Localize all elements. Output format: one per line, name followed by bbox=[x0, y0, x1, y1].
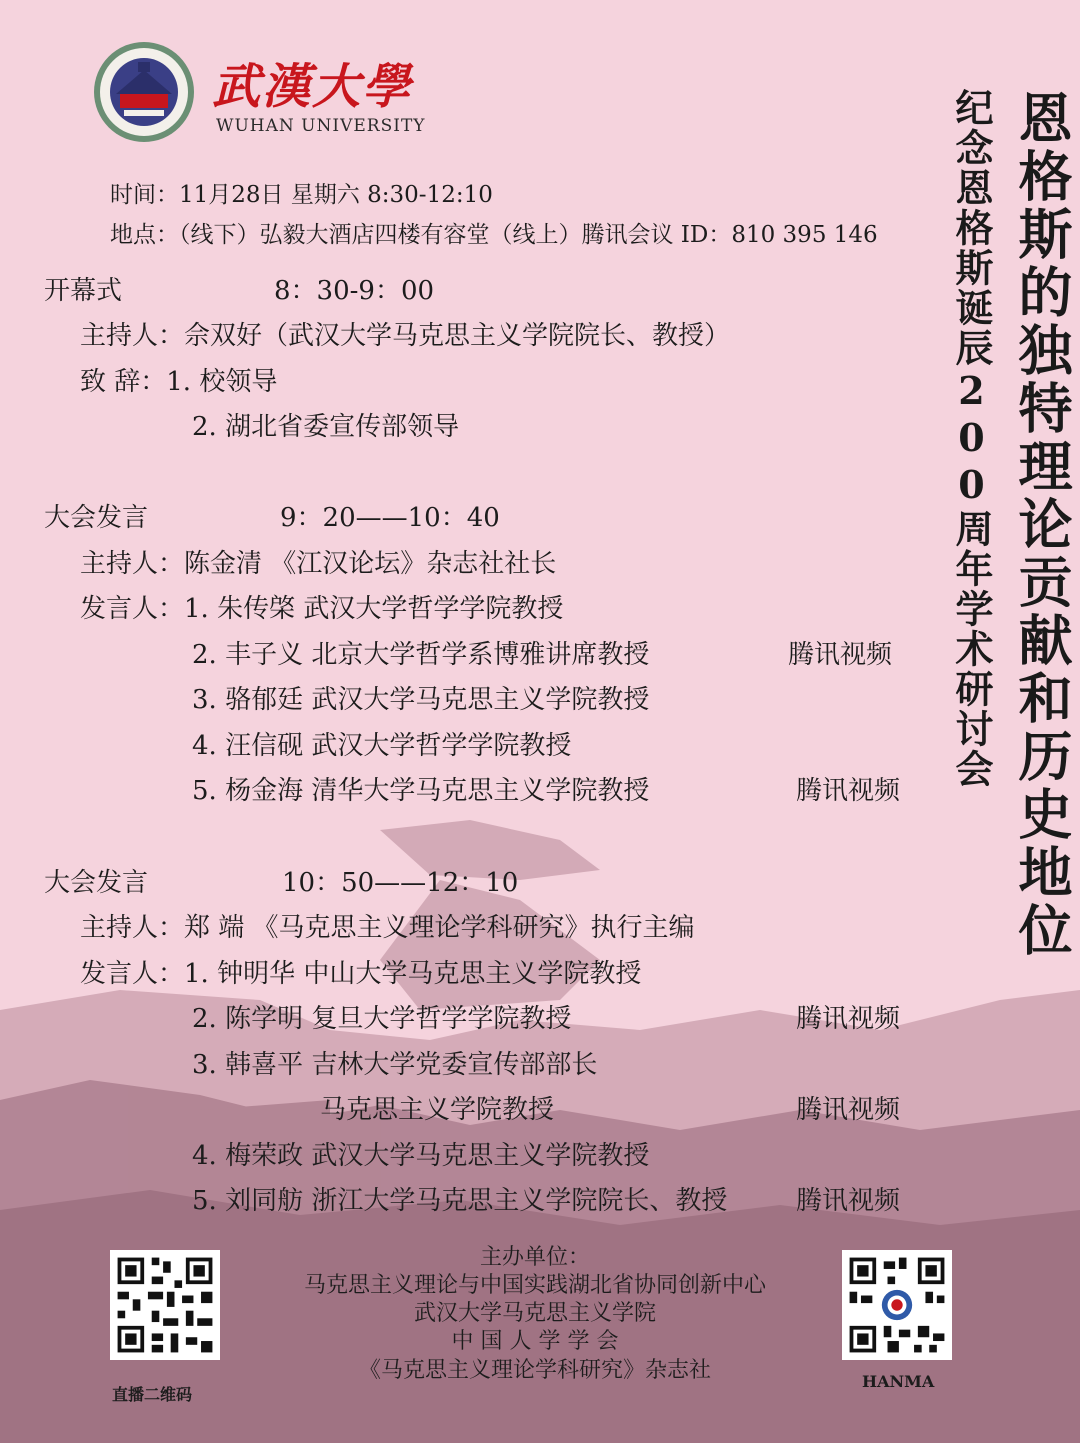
speaker-line: 2. 丰子义 北京大学哲学系博雅讲席教授 bbox=[192, 640, 650, 670]
speaker-line: 5. 杨金海 清华大学马克思主义学院教授 bbox=[192, 776, 650, 806]
place-line: 地点：（线下）弘毅大酒店四楼有容堂（线上）腾讯会议 ID：810 395 146 bbox=[110, 222, 878, 248]
organizer-name: 《马克思主义理论学科研究》杂志社 bbox=[358, 1358, 711, 1383]
host-line: 主持人：佘双好（武汉大学马克思主义学院院长、教授） bbox=[80, 321, 731, 351]
video-tag: 腾讯视频 bbox=[796, 1004, 901, 1034]
speech-line: 2. 湖北省委宣传部领导 bbox=[192, 412, 460, 442]
host-line: 主持人：郑 端 《马克思主义理论学科研究》执行主编 bbox=[80, 913, 695, 943]
time-line: 时间：11月28日 星期六 8:30-12:10 bbox=[110, 182, 493, 208]
speech-line: 致 辞：1. 校领导 bbox=[80, 367, 278, 397]
speaker-line: 5. 刘同舫 浙江大学马克思主义学院院长、教授 bbox=[192, 1186, 728, 1216]
university-name-en: WUHAN UNIVERSITY bbox=[216, 116, 426, 136]
section-time: 10：50——12：10 bbox=[282, 868, 519, 898]
speaker-line: 3. 骆郁廷 武汉大学马克思主义学院教授 bbox=[192, 685, 650, 715]
organizer-name: 中 国 人 学 学 会 bbox=[451, 1329, 619, 1354]
speaker-line: 发言人：1. 朱传棨 武汉大学哲学学院教授 bbox=[80, 594, 564, 624]
video-tag: 腾讯视频 bbox=[796, 1186, 901, 1216]
section-time: 9：20——10：40 bbox=[280, 503, 500, 533]
section-time: 8：30-9：00 bbox=[274, 276, 435, 306]
video-tag: 腾讯视频 bbox=[788, 640, 893, 670]
section-heading: 大会发言 bbox=[44, 503, 149, 533]
live-stream-qr-code[interactable] bbox=[110, 1250, 220, 1360]
speaker-line: 4. 梅荣政 武汉大学马克思主义学院教授 bbox=[192, 1141, 650, 1171]
video-tag: 腾讯视频 bbox=[796, 776, 901, 806]
video-tag: 腾讯视频 bbox=[796, 1095, 901, 1125]
speaker-line-continued: 马克思主义学院教授 bbox=[320, 1095, 555, 1125]
organizer-name: 马克思主义理论与中国实践湖北省协同创新中心 bbox=[303, 1273, 766, 1298]
sub-title: 纪念恩格斯诞辰200周年学术研讨会 bbox=[949, 88, 994, 789]
speaker-line: 发言人：1. 钟明华 中山大学马克思主义学院教授 bbox=[80, 959, 642, 989]
main-title: 恩格斯的独特理论贡献和历史地位 bbox=[1010, 90, 1074, 960]
speaker-line: 2. 陈学明 复旦大学哲学学院教授 bbox=[192, 1004, 572, 1034]
organizer-heading: 主办单位： bbox=[479, 1245, 590, 1270]
section-heading: 大会发言 bbox=[44, 868, 149, 898]
organizer-name: 武汉大学马克思主义学院 bbox=[413, 1301, 656, 1326]
qr-caption-hanma: HANMA bbox=[862, 1372, 935, 1391]
speaker-line: 3. 韩喜平 吉林大学党委宣传部部长 bbox=[192, 1050, 598, 1080]
university-seal-logo bbox=[92, 40, 196, 144]
host-line: 主持人：陈金清 《江汉论坛》杂志社社长 bbox=[80, 549, 557, 579]
hanma-qr-code[interactable] bbox=[842, 1250, 952, 1360]
qr-caption-live: 直播二维码 bbox=[112, 1385, 193, 1404]
section-heading: 开幕式 bbox=[44, 276, 123, 306]
speaker-line: 4. 汪信砚 武汉大学哲学学院教授 bbox=[192, 731, 572, 761]
university-name-cn: 武漢大學 bbox=[212, 59, 413, 115]
